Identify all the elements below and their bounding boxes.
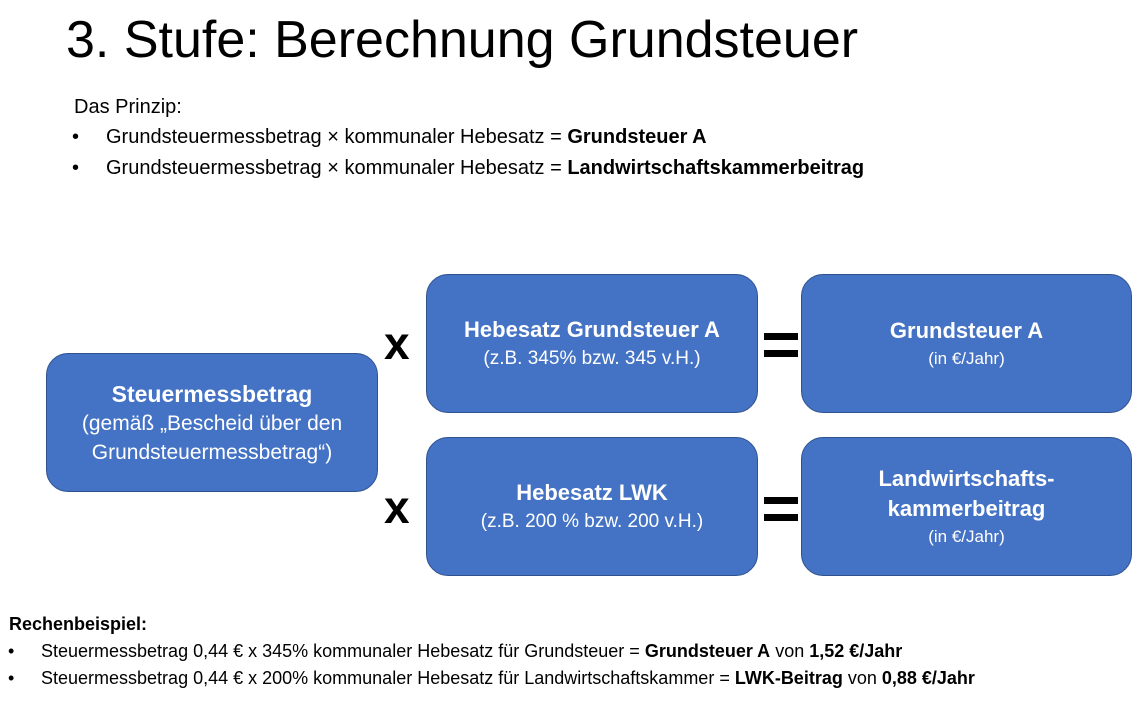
lwk-result-box: [801, 437, 1132, 576]
box-heading: Hebesatz LWK: [516, 479, 668, 505]
box-heading: Landwirtschafts-: [878, 465, 1055, 491]
slide-title: 3. Stufe: Berechnung Grundsteuer: [66, 11, 859, 69]
box-heading: Steuermessbetrag: [111, 380, 313, 407]
principle-text: Grundsteuermessbetrag × kommunaler Hebesatz =: [106, 157, 568, 179]
principle-list: [72, 122, 864, 184]
box-note: (gemäß „Bescheid über den: [81, 411, 343, 435]
example-list: [8, 638, 975, 692]
bullet-icon: •: [8, 668, 15, 688]
multiply-sign: x: [384, 481, 410, 533]
box-unit: (in €/Jahr): [928, 526, 1005, 546]
equals-bar: [764, 514, 798, 521]
hebesatz-grundsteuer-box: [426, 274, 758, 413]
equals-bar: [764, 497, 798, 504]
principle-text: Grundsteuermessbetrag × kommunaler Hebesatz =: [106, 126, 568, 148]
example-item-lwk: [8, 665, 975, 692]
principle-item-grundsteuer: [72, 122, 864, 153]
example-text: von: [842, 668, 882, 688]
equals-bar: [764, 350, 798, 357]
example-text: Steuermessbetrag 0,44 € x 200% kommunaler Hebesatz für Landwirtschaftskammer =: [41, 668, 735, 688]
example-heading: Rechenbeispiel:: [9, 614, 148, 634]
box-heading: Hebesatz Grundsteuer A: [464, 316, 720, 342]
box-note: (z.B. 345% bzw. 345 v.H.): [483, 347, 701, 369]
principle-item-lwk: [72, 153, 864, 184]
steuermessbetrag-box: [46, 353, 378, 492]
hebesatz-lwk-box: [426, 437, 758, 576]
principle-intro: Das Prinzip:: [74, 96, 182, 118]
multiply-sign: x: [384, 317, 410, 369]
bullet-icon: •: [72, 126, 80, 148]
box-heading: kammerbeitrag: [887, 495, 1046, 521]
grundsteuer-result-box: [801, 274, 1132, 413]
example-text: von: [770, 641, 810, 661]
box-heading: Grundsteuer A: [889, 317, 1044, 343]
example-result-label: Grundsteuer A: [644, 641, 771, 661]
bullet-icon: •: [8, 641, 15, 661]
box-note: Grundsteuermessbetrag“): [91, 440, 333, 464]
box-unit: (in €/Jahr): [928, 348, 1005, 368]
principle-result: Grundsteuer A: [567, 126, 707, 148]
example-text: Steuermessbetrag 0,44 € x 345% kommunaler Hebesatz für Grundsteuer =: [41, 641, 645, 661]
equals-sign: [764, 333, 798, 359]
equals-bar: [764, 333, 798, 340]
equals-sign: [764, 497, 798, 523]
box-note: (z.B. 200 % bzw. 200 v.H.): [480, 510, 704, 532]
principle-result: Landwirtschaftskammerbeitrag: [567, 157, 865, 179]
example-result-label: LWK-Beitrag: [734, 668, 843, 688]
example-result-value: 0,88 €/Jahr: [881, 668, 975, 688]
bullet-icon: •: [72, 157, 80, 179]
example-result-value: 1,52 €/Jahr: [809, 641, 903, 661]
example-item-grundsteuer: [8, 638, 975, 665]
